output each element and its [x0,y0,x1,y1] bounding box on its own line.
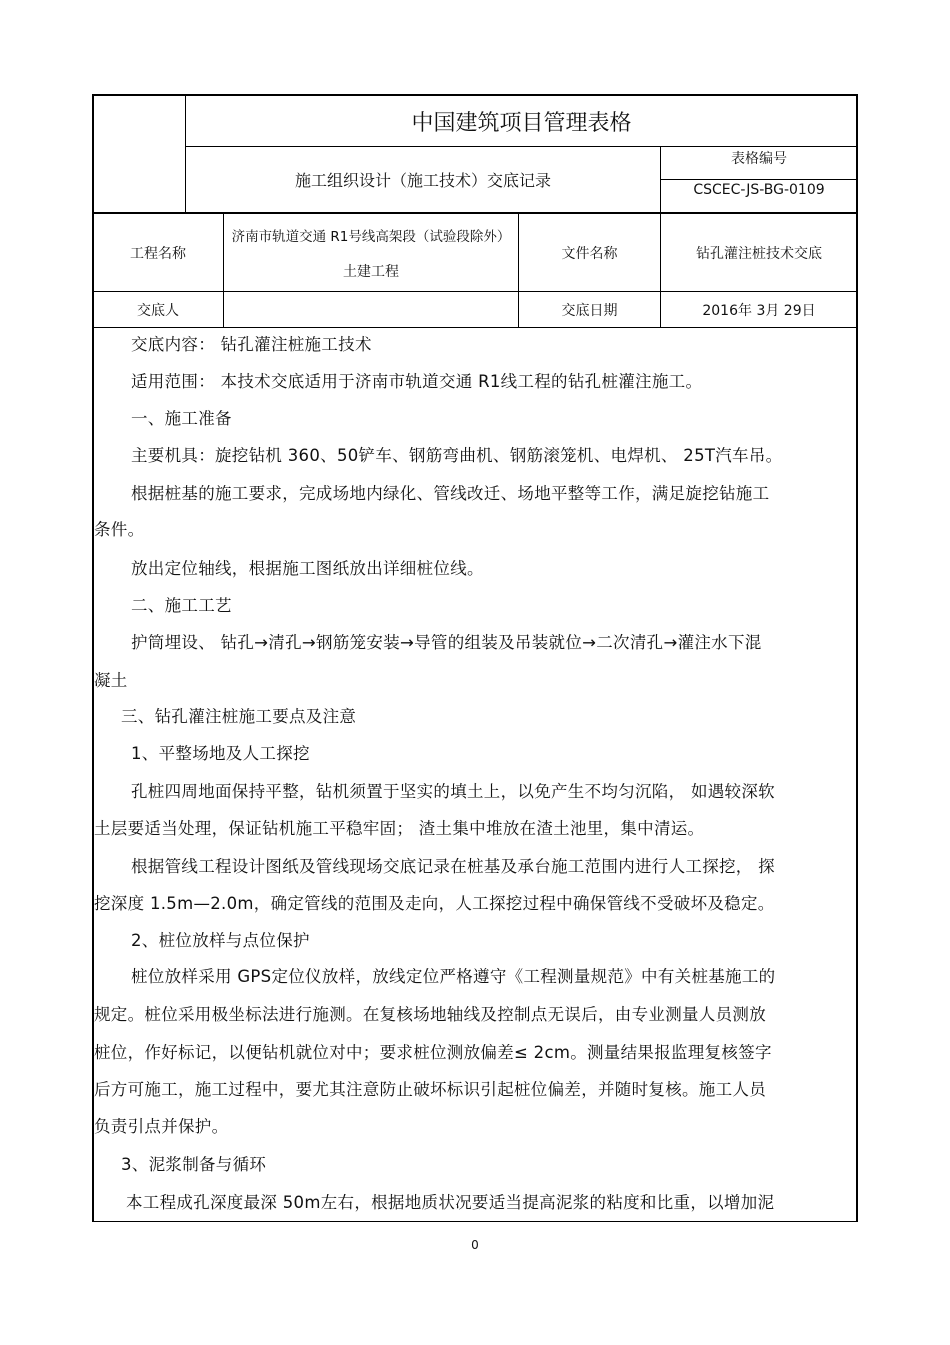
form-no-value: CSCEC-JS-BG-0109 [693,182,825,198]
content-line: 挖深度 1.5m—2.0m，确定管线的范围及走向，人工探挖过程中确保管线不受破坏及稳定。 [94,894,775,913]
content-line: 交底内容： 钻孔灌注桩施工技术 [131,335,372,354]
content-line: 2、桩位放样与点位保护 [131,931,310,950]
form-title: 施工组织设计（施工技术）交底记录 [294,171,551,190]
content-line: 3、泥浆制备与循环 [121,1155,267,1174]
info-bottom-line [92,327,858,328]
content-line: 根据桩基的施工要求，完成场地内绿化、管线改迁、场地平整等工作，满足旋挖钻施工 [131,484,770,503]
content-line: 负责引点并保护。 [94,1117,229,1136]
content-line: 1、平整场地及人工探挖 [131,744,310,763]
content-line: 护筒埋设、 钻孔→清孔→钢筋笼安装→导管的组装及吊装就位→二次清孔→灌注水下混 [131,633,762,652]
presenter-label: 交底人 [137,303,179,319]
content-line: 二、施工工艺 [131,596,232,615]
file-name-label: 文件名称 [561,246,618,262]
content-line: 条件。 [94,520,145,539]
file-name-value: 钻孔灌注桩技术交底 [696,246,822,262]
project-name-line1: 济南市轨道交通 R1号线高架段（试验段除外） [231,229,511,245]
header-bottom-line [92,212,858,214]
content-line: 桩位放样采用 GPS定位仪放样，放线定位严格遵守《工程测量规范》中有关桩基施工的 [131,967,776,986]
frame-bottom-line [92,1221,858,1222]
content-line: 适用范围： 本技术交底适用于济南市轨道交通 R1线工程的钻孔桩灌注施工。 [131,372,703,391]
page-number: 0 [471,1238,479,1252]
form-no-split [660,179,857,180]
info-row-divider [92,291,858,292]
main-title: 中国建筑项目管理表格 [411,111,632,136]
content-line: 孔桩四周地面保持平整，钻机须置于坚实的填土上，以免产生不均匀沉陷， 如遇较深软 [131,782,775,801]
content-line: 桩位，作好标记，以便钻机就位对中；要求桩位测放偏差≤ 2cm。测量结果报监理复核签字 [94,1043,772,1062]
content-line: 规定。桩位采用极坐标法进行施测。在复核场地轴线及控制点无误后，由专业测量人员测放 [94,1005,766,1024]
content-line: 本工程成孔深度最深 50m左右，根据地质状况要适当提高泥浆的粘度和比重，以增加泥 [126,1193,775,1212]
project-name-line2: 土建工程 [343,264,399,280]
content-line: 后方可施工，施工过程中，要尤其注意防止破坏标识引起桩位偏差，并随时复核。施工人员 [94,1080,766,1099]
content-line: 放出定位轴线，根据施工图纸放出详细桩位线。 [131,559,484,578]
content-line: 土层要适当处理，保证钻机施工平稳牢固； 渣土集中堆放在渣土池里，集中清运。 [94,819,705,838]
content-line: 一、施工准备 [131,409,232,428]
header-title-divider [185,146,857,147]
form-no-label: 表格编号 [731,151,787,167]
date-value: 2016年 3月 29日 [702,303,816,319]
content-line: 三、钻孔灌注桩施工要点及注意 [121,707,357,726]
content-line: 主要机具：旋挖钻机 360、50铲车、钢筋弯曲机、钢筋滚笼机、电焊机、 25T汽车吊。 [131,446,783,465]
content-line: 根据管线工程设计图纸及管线现场交底记录在桩基及承台施工范围内进行人工探挖， 探 [131,857,775,876]
date-label: 交底日期 [561,303,618,319]
content-line: 凝土 [94,671,128,690]
project-name-label: 工程名称 [130,246,186,262]
